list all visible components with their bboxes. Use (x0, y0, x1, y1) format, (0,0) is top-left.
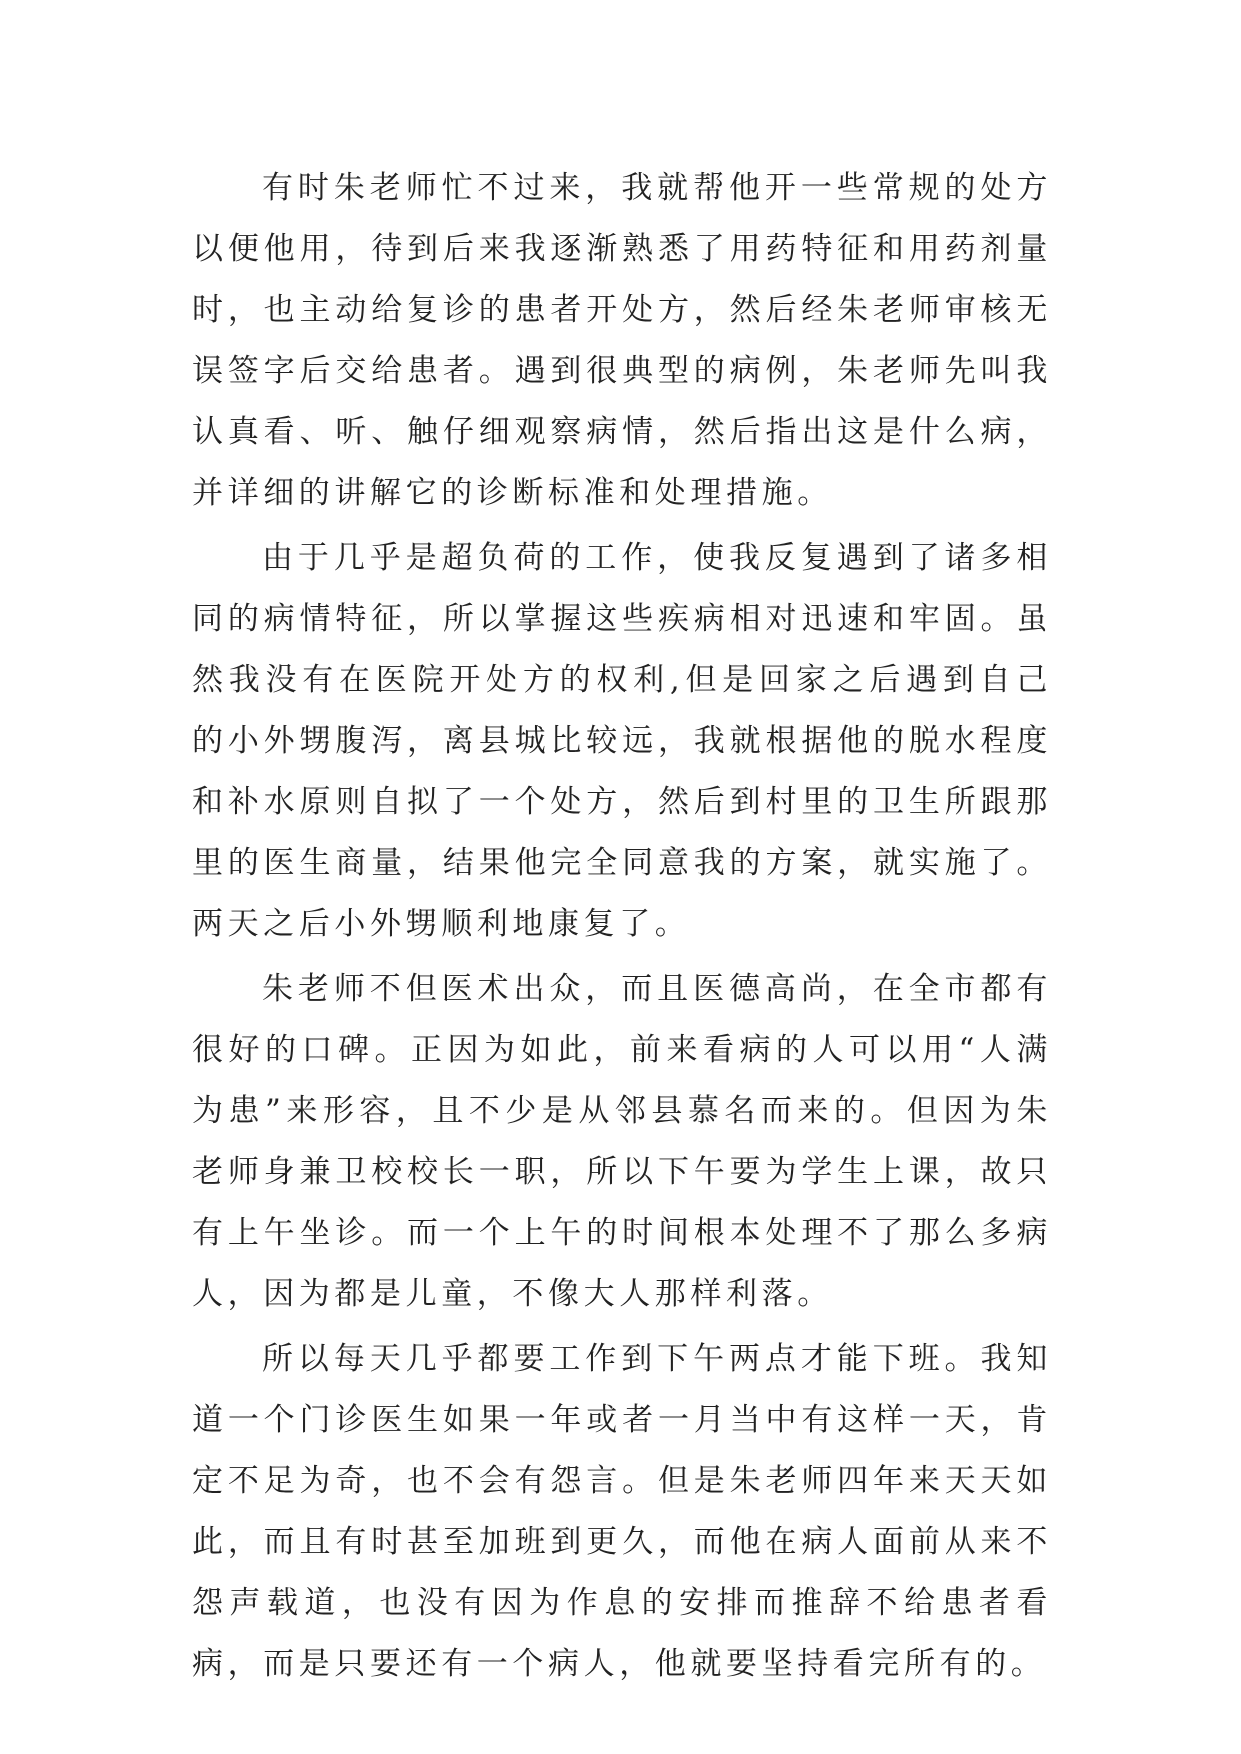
paragraph-2: 由于几乎是超负荷的工作，使我反复遇到了诸多相同的病情特征，所以掌握这些疾病相对迅速和牢固。虽然我没有在医院开处方的权利,但是回家之后遇到自己的小外甥腹泻，离县城比较远，我就根据他的脱水程度和补水原则自拟了一个处方，然后到村里的卫生所跟那里的医生商量，结果他完全同意我的方案，就实施了。两天之后小外甥顺利地康复了。 (192, 540, 1052, 942)
paragraph-1: 有时朱老师忙不过来，我就帮他开一些常规的处方以便他用，待到后来我逐渐熟悉了用药特征和用药剂量时，也主动给复诊的患者开处方，然后经朱老师审核无误签字后交给患者。遇到很典型的病例，朱老师先叫我认真看、听、触仔细观察病情，然后指出这是什么病，并详细的讲解它的诊断标准和处理措施。 (192, 170, 1052, 511)
document-body (192, 158, 1052, 1699)
paragraph-3: 朱老师不但医术出众，而且医德高尚，在全市都有很好的口碑。正因为如此，前来看病的人可以用“人满为患”来形容，且不少是从邻县慕名而来的。但因为朱老师身兼卫校校长一职，所以下午要为学生上课，故只有上午坐诊。而一个上午的时间根本处理不了那么多病人，因为都是儿童，不像大人那样利落。 (192, 971, 1052, 1312)
paragraph-4: 所以每天几乎都要工作到下午两点才能下班。我知道一个门诊医生如果一年或者一月当中有这样一天，肯定不足为奇，也不会有怨言。但是朱老师四年来天天如此，而且有时甚至加班到更久，而他在病人面前从来不怨声载道，也没有因为作息的安排而推辞不给患者看病，而是只要还有一个病人，他就要坚持看完所有的。 (192, 1341, 1052, 1682)
